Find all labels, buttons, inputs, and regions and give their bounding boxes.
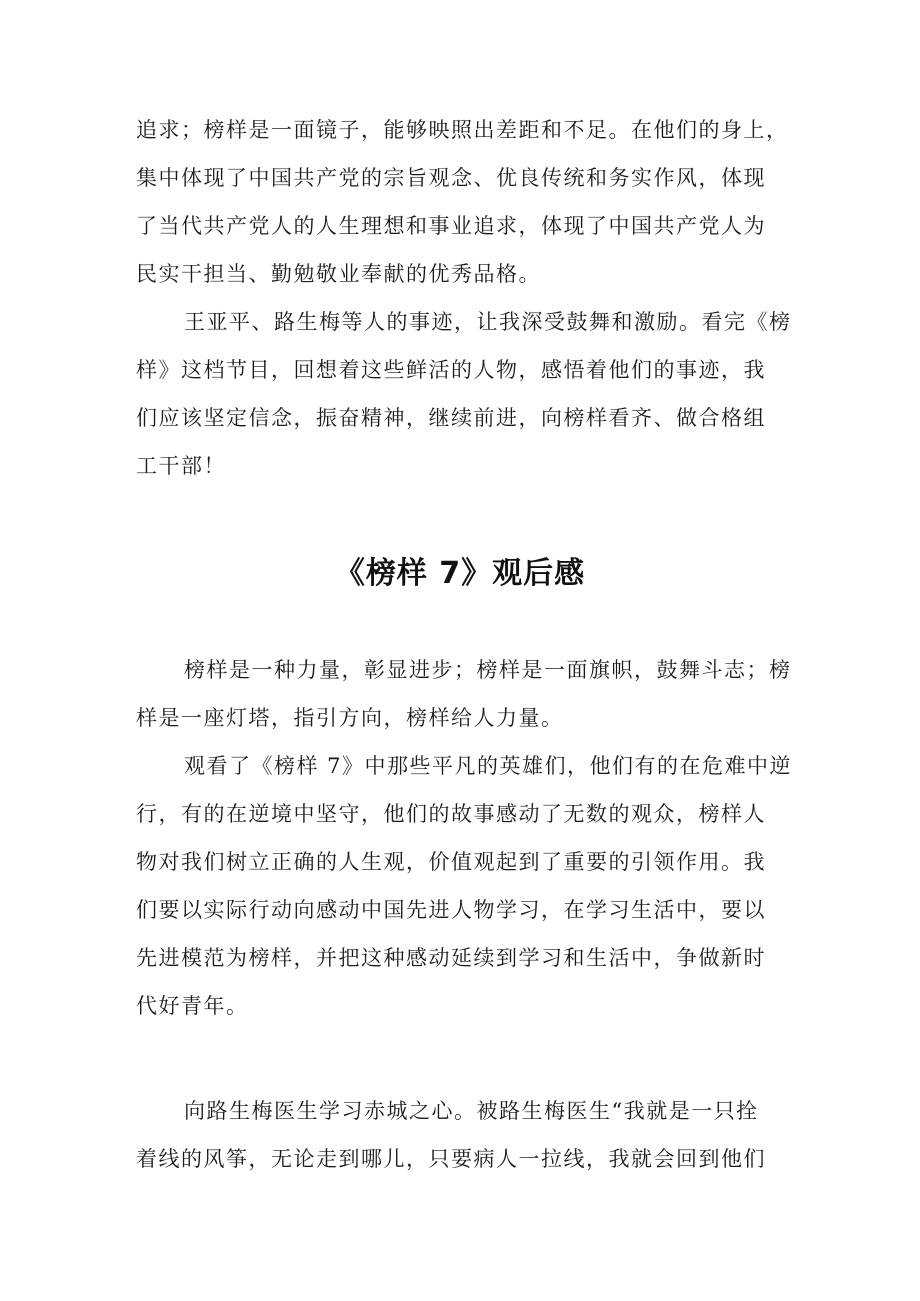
text-line: 向路生梅医生学习赤城之心。被路生梅医生“我就是一只拴 xyxy=(184,1099,759,1123)
text-line: 集中体现了中国共产党的宗旨观念、优良传统和务实作风，体现 xyxy=(136,166,766,190)
text-line: 王亚平、路生梅等人的事迹，让我深受鼓舞和激励。看完《榜 xyxy=(184,310,792,334)
paragraph-block-3 xyxy=(136,1087,796,1183)
text-line: 观看了《榜样 7》中那些平凡的英雄们，他们有的在危难中逆 xyxy=(184,754,793,778)
text-line: 民实干担当、勤勉敬业奉献的优秀品格。 xyxy=(136,262,541,286)
paragraph-block-2 xyxy=(136,646,796,1030)
text-line: 榜样是一种力量，彰显进步；榜样是一面旗帜，鼓舞斗志；榜 xyxy=(184,658,792,682)
text-line: 先进模范为榜样，并把这种感动延续到学习和生活中，争做新时 xyxy=(136,946,766,970)
text-line: 物对我们树立正确的人生观，价值观起到了重要的引领作用。我 xyxy=(136,850,766,874)
paragraph-block-1 xyxy=(136,106,796,490)
text-line: 着线的风筝，无论走到哪儿，只要病人一拉线，我就会回到他们 xyxy=(136,1147,766,1171)
text-line: 样》这档节目，回想着这些鲜活的人物，感悟着他们的事迹，我 xyxy=(136,358,766,382)
text-line: 们应该坚定信念，振奋精神，继续前进，向榜样看齐、做合格组 xyxy=(136,406,766,430)
text-line: 们要以实际行动向感动中国先进人物学习，在学习生活中，要以 xyxy=(136,898,766,922)
text-line: 追求；榜样是一面镜子，能够映照出差距和不足。在他们的身上， xyxy=(136,118,789,142)
text-line: 了当代共产党人的人生理想和事业追求，体现了中国共产党人为 xyxy=(136,214,766,238)
text-line: 工干部！ xyxy=(136,454,226,478)
text-line: 行，有的在逆境中坚守，他们的故事感动了无数的观众，榜样人 xyxy=(136,802,766,826)
text-line: 样是一座灯塔，指引方向，榜样给人力量。 xyxy=(136,706,564,730)
page-title: 《榜样 7》观后感 xyxy=(334,556,586,591)
text-line: 代好青年。 xyxy=(136,994,249,1018)
